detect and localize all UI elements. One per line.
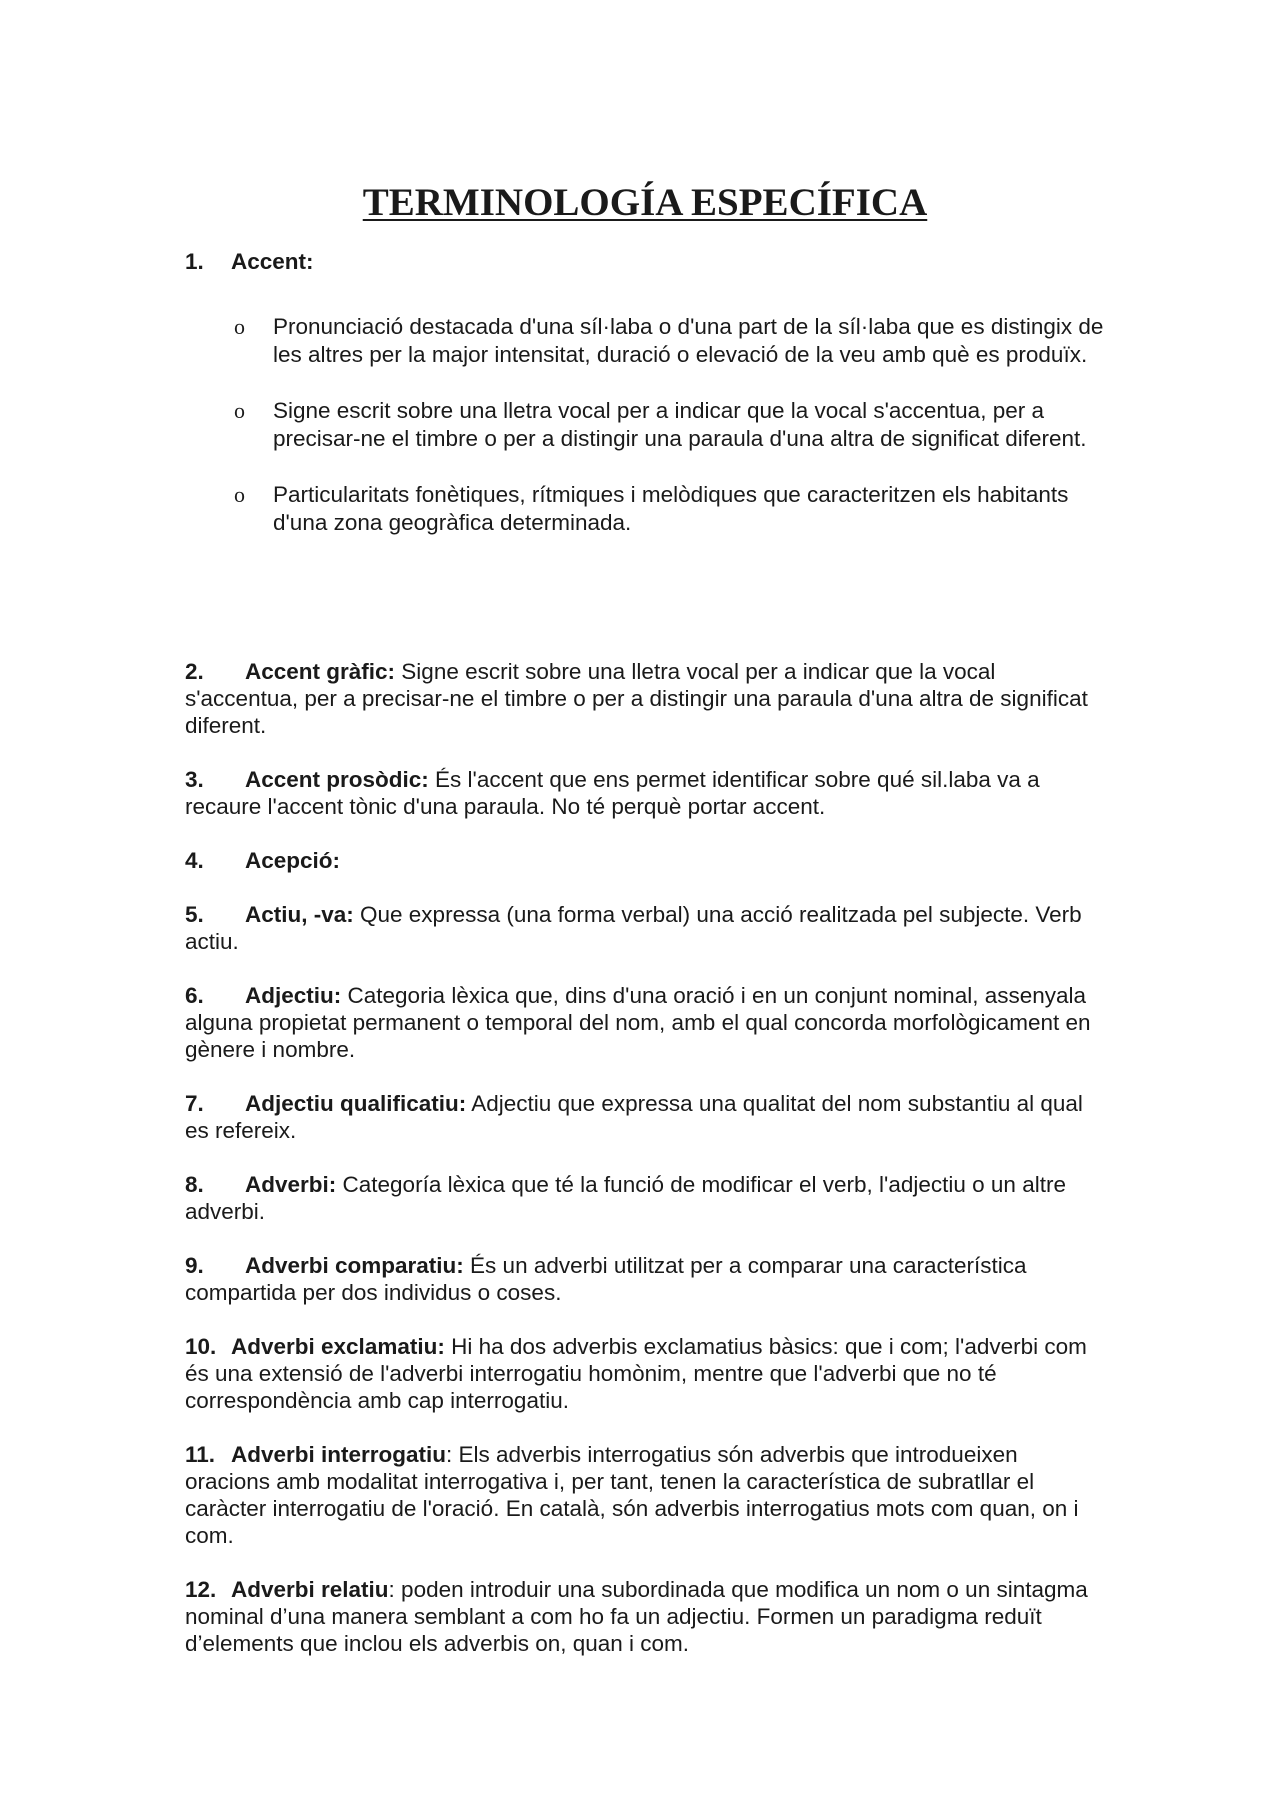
entry-number: 6. <box>185 983 204 1008</box>
definition-text: Signe escrit sobre una lletra vocal per a indicar que la vocal s'accentua, per a precisar-ne el timbre o per a distingir una paraula d'una altra de significat diferent. <box>273 398 1087 451</box>
entry-number: 11. <box>185 1442 216 1467</box>
entry-number: 2. <box>185 659 204 684</box>
entry-number: 10. <box>185 1334 217 1359</box>
entry-actiu <box>185 901 1105 955</box>
entry-definition: Signe escrit sobre una lletra vocal per a indicar que la vocal s'accentua, per a precisar-ne el timbre o per a distingir una paraula d'una altra de significat diferent. <box>185 659 1088 738</box>
entry-term: Adjectiu: <box>245 983 342 1008</box>
entry-term: Acepció: <box>245 848 341 873</box>
entry-adverbi-relatiu <box>185 1576 1105 1657</box>
accent-definitions-list <box>185 313 1105 565</box>
entry-accent-prosodic <box>185 766 1105 820</box>
entry-definition: Que expressa (una forma verbal) una acció realitzada pel subjecte. Verb actiu. <box>185 902 1082 954</box>
entry-accepcio <box>185 847 1105 874</box>
definition-text: Pronunciació destacada d'una síl·laba o d'una part de la síl·laba que es distingix de les altres per la major intensitat, duració o elevació de la veu amb què es produïx. <box>273 314 1104 367</box>
entry-definition: Hi ha dos adverbis exclamatius bàsics: que i com; l'adverbi com és una extensió de l'adverbi interrogatiu homònim, mentre que l'adverbi que no té correspondència amb cap interrogatiu. <box>185 1334 1087 1413</box>
entry-adverbi-interrogatiu <box>185 1441 1105 1549</box>
entry-definition: Categoría lèxica que té la funció de modificar el verb, l'adjectiu o un altre adverbi. <box>185 1172 1066 1224</box>
entry-definition: Adjectiu que expressa una qualitat del nom substantiu al qual es refereix. <box>185 1091 1083 1143</box>
entry-term: Adverbi interrogatiu <box>231 1442 447 1467</box>
entry-number: 12. <box>185 1577 217 1602</box>
entry-definition: Categoria lèxica que, dins d'una oració i en un conjunt nominal, assenyala alguna propietat permanent o temporal del nom, amb el qual concorda morfològicament en gènere i nombre. <box>185 983 1091 1062</box>
bullet-marker: o <box>234 314 245 339</box>
entry-number: 8. <box>185 1172 204 1197</box>
entry-number: 4. <box>185 848 204 873</box>
entry-term: Accent: <box>231 249 314 274</box>
list-item <box>185 397 1105 452</box>
entry-term: Adverbi relatiu <box>231 1577 389 1602</box>
list-item <box>185 481 1105 536</box>
entry-number: 3. <box>185 767 204 792</box>
page-title: TERMINOLOGÍA ESPECÍFICA <box>362 181 928 224</box>
entry-adjectiu <box>185 982 1105 1063</box>
bullet-marker: o <box>234 482 245 507</box>
entry-term: Actiu, -va: <box>245 902 354 927</box>
definition-text: Particularitats fonètiques, rítmiques i melòdiques que caracteritzen els habitants d'una zona geogràfica determinada. <box>273 482 1069 535</box>
entry-term: Adverbi comparatiu: <box>245 1253 464 1278</box>
terminology-entries <box>185 658 1105 1684</box>
entry-term: Accent prosòdic: <box>245 767 429 792</box>
entry-definition: És un adverbi utilitzat per a comparar una característica compartida per dos individus o coses. <box>185 1253 1027 1305</box>
entry-number: 9. <box>185 1253 204 1278</box>
entry-term: Adjectiu qualificatiu: <box>245 1091 467 1116</box>
entry-adverbi-exclamatiu <box>185 1333 1105 1414</box>
entry-term: Adverbi: <box>245 1172 337 1197</box>
entry-accent-grafic <box>185 658 1105 739</box>
bullet-marker: o <box>234 398 245 423</box>
entry-definition: És l'accent que ens permet identificar sobre qué sil.laba va a recaure l'accent tònic d'una paraula. No té perquè portar accent. <box>185 767 1040 819</box>
entry-definition: : Els adverbis interrogatius són adverbis que introdueixen oracions amb modalitat interrogativa i, per tant, tenen la característica de subratllar el caràcter interrogatiu de l'oració. En català, són adverbis interrogatius mots com quan, on i com. <box>185 1442 1079 1548</box>
entry-term: Accent gràfic: <box>245 659 396 684</box>
entry-heading-accent <box>185 248 314 275</box>
entry-number: 7. <box>185 1091 204 1116</box>
entry-adverbi <box>185 1171 1105 1225</box>
entry-number: 1. <box>185 249 204 274</box>
entry-definition: : poden introduir una subordinada que modifica un nom o un sintagma nominal d’una manera semblant a com ho fa un adjectiu. Formen un paradigma reduït d’elements que inclou els adverbis on, quan i com. <box>185 1577 1088 1656</box>
list-item <box>185 313 1105 368</box>
entry-adverbi-comparatiu <box>185 1252 1105 1306</box>
entry-number: 5. <box>185 902 204 927</box>
entry-adjectiu-qualificatiu <box>185 1090 1105 1144</box>
entry-term: Adverbi exclamatiu: <box>231 1334 445 1359</box>
